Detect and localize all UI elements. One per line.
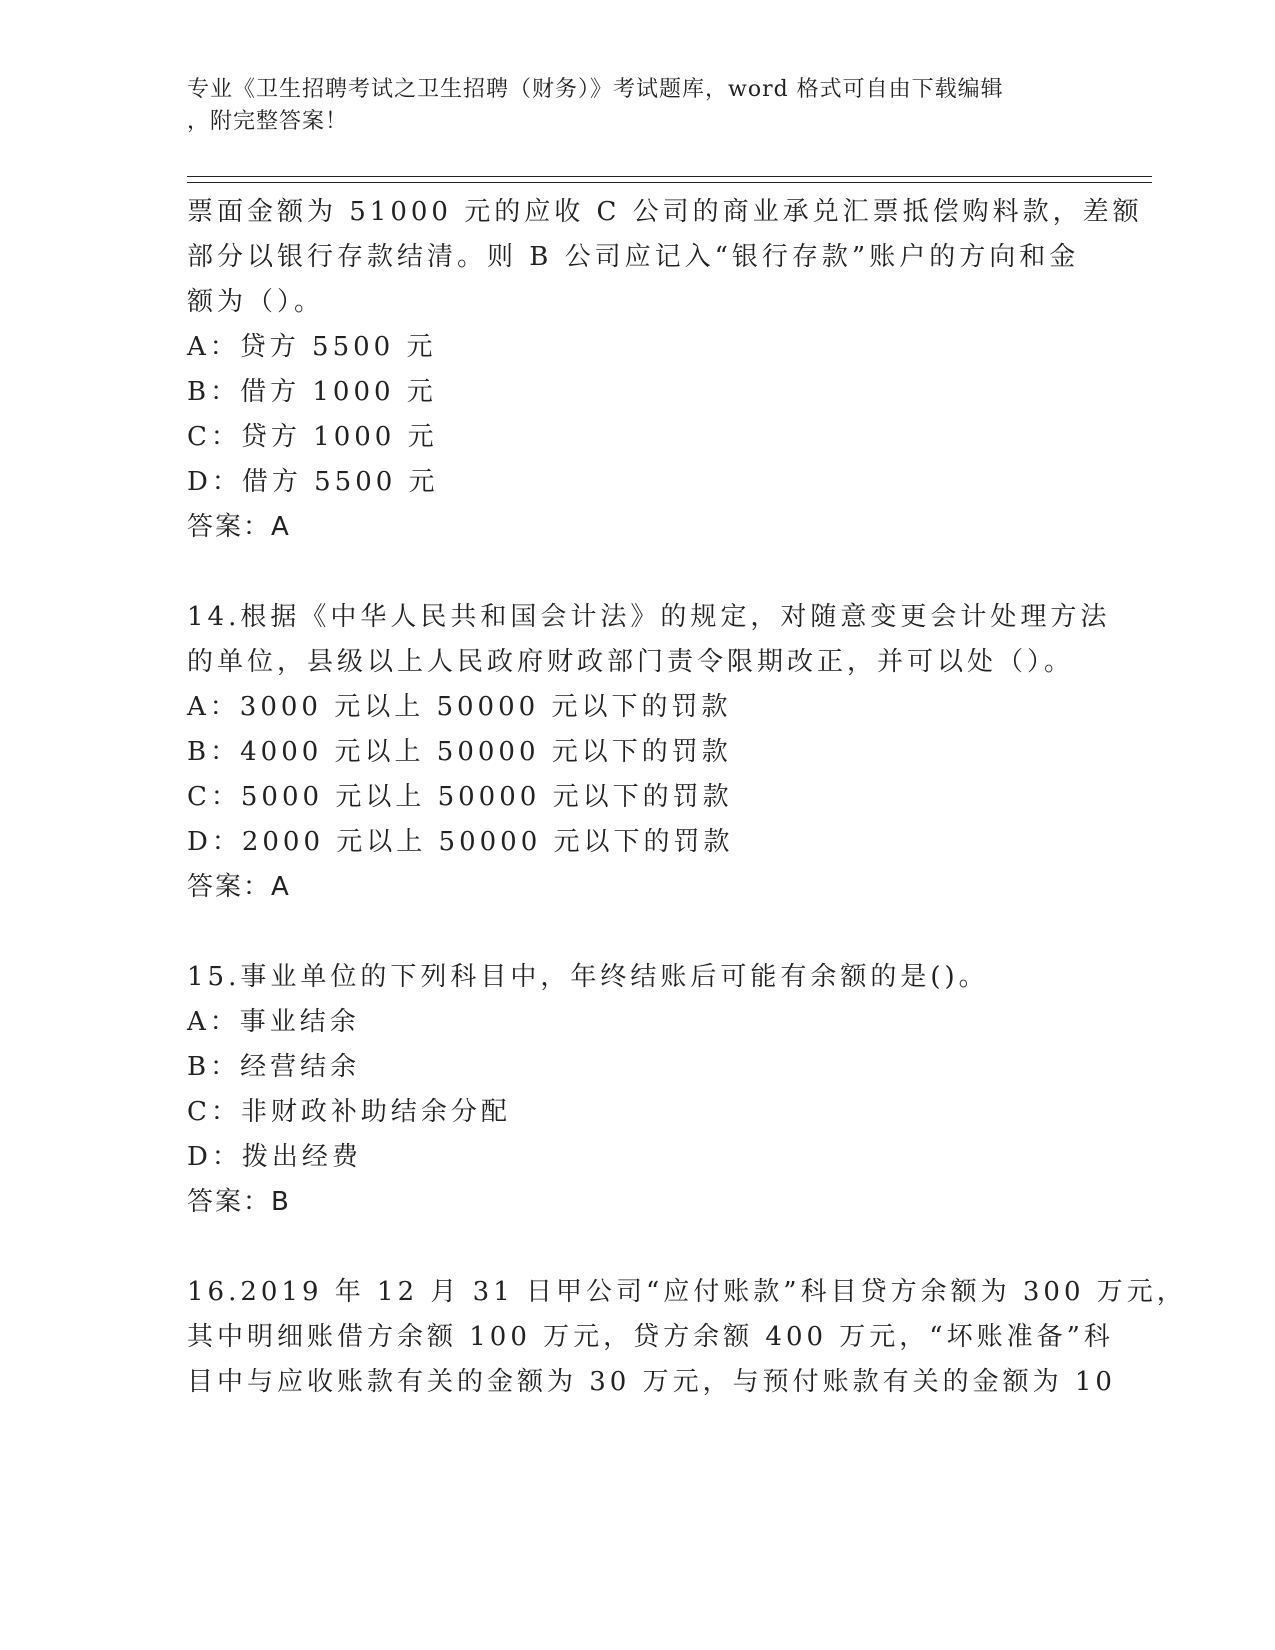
option-c: C：非财政补助结余分配: [187, 1097, 511, 1127]
question-list: [187, 190, 1187, 1405]
question-stem-line: 其中明细账借方余额 100 万元，贷方余额 400 万元，“坏账准备”科: [187, 1322, 1114, 1352]
spacer: [187, 550, 1087, 595]
header-divider-bottom: [187, 182, 1152, 183]
question-14: [187, 595, 1111, 910]
option-d: D：拨出经费: [187, 1142, 362, 1172]
option-d: D：2000 元以上 50000 元以下的罚款: [187, 827, 734, 857]
question-13: [187, 190, 1143, 550]
question-stem-line: 部分以银行存款结清。则 B 公司应记入“银行存款”账户的方向和金: [187, 242, 1080, 272]
spacer: [187, 910, 1087, 955]
header-line-1: 专业《卫生招聘考试之卫生招聘（财务）》考试题库，word 格式可自由下载编辑: [187, 77, 1004, 102]
spacer: [187, 1225, 1087, 1270]
question-stem-line: 票面金额为 51000 元的应收 C 公司的商业承兑汇票抵偿购料款，差额: [187, 197, 1143, 227]
option-a: A：3000 元以上 50000 元以下的罚款: [187, 692, 732, 722]
question-16: [187, 1270, 1187, 1405]
answer-label: 答案：A: [187, 872, 291, 902]
option-c: C：贷方 1000 元: [187, 422, 438, 452]
option-c: C：5000 元以上 50000 元以下的罚款: [187, 782, 733, 812]
option-a: A：贷方 5500 元: [187, 332, 437, 362]
question-stem-line: 15.事业单位的下列科目中，年终结账后可能有余额的是()。: [187, 962, 989, 992]
option-b: B：经营结余: [187, 1052, 361, 1082]
option-b: B：4000 元以上 50000 元以下的罚款: [187, 737, 732, 767]
answer-label: 答案：B: [187, 1187, 291, 1217]
document-header: [187, 74, 1067, 138]
option-b: B：借方 1000 元: [187, 377, 437, 407]
answer-label: 答案：A: [187, 512, 291, 542]
question-stem-line: 的单位，县级以上人民政府财政部门责令限期改正，并可以处（）。: [187, 647, 1075, 677]
option-a: A：事业结余: [187, 1007, 360, 1037]
header-divider-top: [187, 176, 1152, 177]
question-stem-line: 额为（）。: [187, 287, 325, 317]
question-stem-line: 14.根据《中华人民共和国会计法》的规定，对随意变更会计处理方法: [187, 602, 1111, 632]
question-stem-line: 目中与应收账款有关的金额为 30 万元，与预付账款有关的金额为 10: [187, 1367, 1116, 1397]
option-d: D：借方 5500 元: [187, 467, 439, 497]
question-stem-line: 16.2019 年 12 月 31 日甲公司“应付账款”科目贷方余额为 300 万元，: [187, 1277, 1187, 1307]
header-line-2: ，附完整答案！: [187, 109, 349, 134]
question-15: [187, 955, 1087, 1225]
